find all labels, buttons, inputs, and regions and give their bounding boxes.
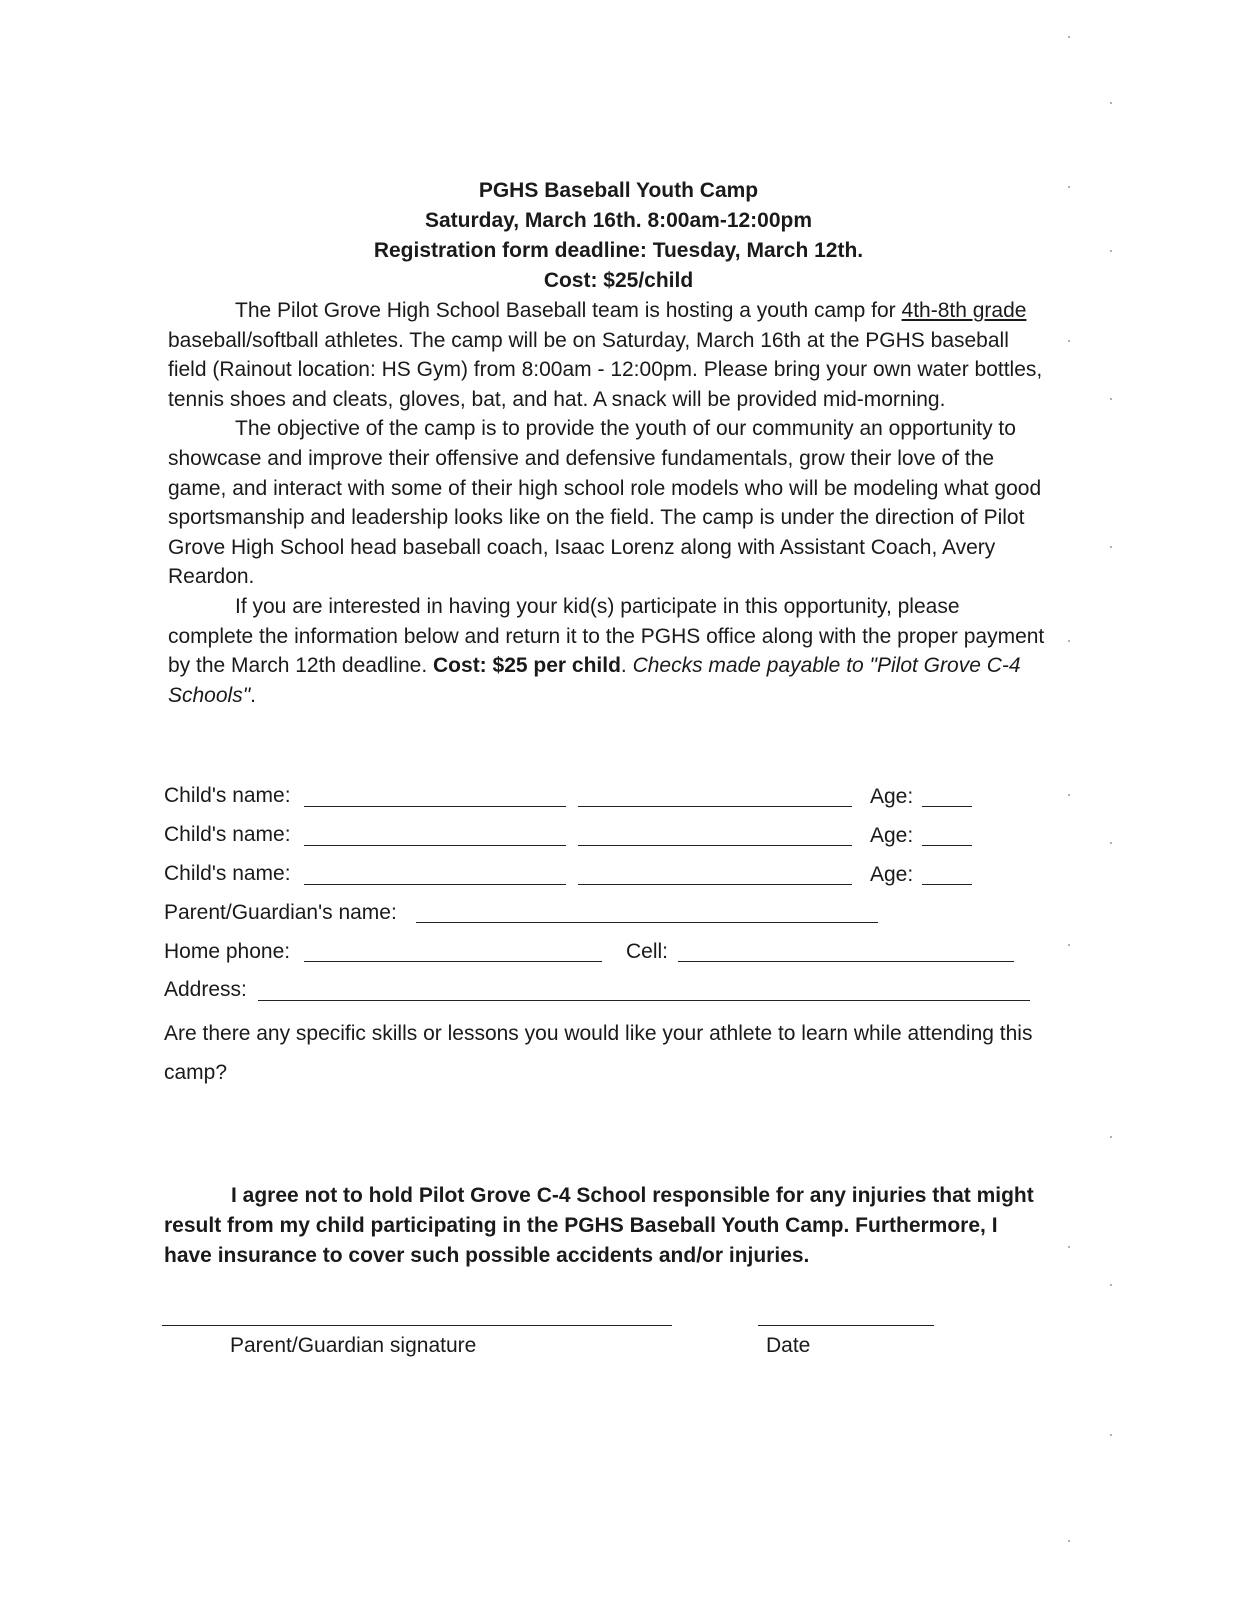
grade-range: 4th-8th grade — [901, 299, 1027, 322]
scan-speck — [1068, 640, 1070, 642]
intro-p3-end: . — [250, 683, 257, 707]
liability-agreement — [164, 1181, 1044, 1271]
camp-date-time: Saturday, March 16th. 8:00am-12:00pm — [424, 209, 813, 232]
scan-speck — [1110, 842, 1112, 844]
intro-p3-sep: . — [620, 654, 633, 678]
signature-label: Parent/Guardian signature — [230, 1334, 477, 1357]
child-first-name-field-2[interactable] — [304, 845, 566, 846]
scan-speck — [1068, 944, 1070, 946]
date-line[interactable] — [758, 1325, 934, 1326]
scan-speck — [1110, 546, 1112, 548]
child-last-name-field-1[interactable] — [578, 806, 852, 807]
age-label-2: Age: — [870, 824, 914, 847]
scan-speck — [1068, 794, 1070, 796]
agreement-text: I agree not to hold Pilot Grove C-4 School responsible for any injuries that might result from my child participating in the PGHS Baseball Youth Camp. Furthermore, I have insurance to cover such possible accidents and/or injuries. — [164, 1184, 1034, 1267]
intro-p1-start: The Pilot Grove High School Baseball team is hosting a youth camp for — [235, 299, 902, 322]
intro-paragraph-2: The objective of the camp is to provide the youth of our community an opportunity to showcase and improve their offensive and defensive fundamentals, grow their love of the game, and interact with some of their high school role models who will be modeling what good sportsmanship and leadership looks like on the field. The camp is under the direction of Pilot Grove High School head baseball coach, Isaac Lorenz along with Assistant Coach, Avery Reardon. — [168, 417, 1042, 589]
scan-speck — [1068, 1540, 1070, 1542]
parent-name-field[interactable] — [416, 922, 878, 923]
child-last-name-field-2[interactable] — [578, 845, 852, 846]
intro-p3-start: If you are interested in having your kid(s) participate in this opportunity, please complete the information below and return it to the PGHS office along with the proper payment by the March 12th deadline. — [168, 594, 1045, 678]
home-phone-field[interactable] — [304, 961, 602, 962]
child-first-name-field-3[interactable] — [304, 884, 566, 885]
date-label: Date — [766, 1334, 811, 1357]
scan-speck — [1110, 102, 1112, 104]
child-name-label-1: Child's name: — [164, 784, 291, 807]
scan-speck — [1068, 186, 1070, 188]
scan-speck — [1110, 398, 1112, 400]
age-label-1: Age: — [870, 785, 914, 808]
scan-speck — [1110, 1136, 1112, 1138]
scan-speck — [1068, 36, 1070, 38]
child-name-label-3: Child's name: — [164, 862, 291, 885]
age-field-1[interactable] — [922, 806, 972, 807]
address-field[interactable] — [258, 1000, 1030, 1001]
camp-title: PGHS Baseball Youth Camp — [478, 179, 759, 202]
cell-label: Cell: — [626, 940, 669, 963]
age-label-3: Age: — [870, 863, 914, 886]
checks-payable: Checks made payable to "Pilot Grove C-4 Schools" — [168, 654, 1021, 707]
skills-question: Are there any specific skills or lessons you would like your athlete to learn while attending this camp? — [164, 1022, 1033, 1084]
child-name-label-2: Child's name: — [164, 823, 291, 846]
scan-speck — [1068, 1246, 1070, 1248]
signature-line[interactable] — [162, 1325, 672, 1326]
registration-deadline: Registration form deadline: Tuesday, March 12th. — [373, 239, 864, 262]
intro-p1-end: baseball/softball athletes. The camp will be on Saturday, March 16th at the PGHS baseball field (Rainout location: HS Gym) from 8:00am - 12:00pm. Please bring your own water bottles, tennis shoes and cleats, gloves, bat, and hat. A snack will be provided mid-morning. — [168, 328, 1043, 411]
scan-speck — [1110, 1434, 1112, 1436]
scan-speck — [1110, 250, 1112, 252]
address-label: Address: — [164, 978, 247, 1001]
scan-speck — [1068, 340, 1070, 342]
age-field-3[interactable] — [922, 884, 972, 885]
parent-name-label: Parent/Guardian's name: — [164, 901, 397, 924]
child-first-name-field-1[interactable] — [304, 806, 566, 807]
camp-cost: Cost: $25/child — [543, 269, 694, 292]
home-phone-label: Home phone: — [164, 940, 291, 963]
age-field-2[interactable] — [922, 845, 972, 846]
scan-speck — [1110, 1284, 1112, 1286]
cell-phone-field[interactable] — [678, 961, 1014, 962]
cost-per-child: Cost: $25 per child — [433, 654, 621, 678]
child-last-name-field-3[interactable] — [578, 884, 852, 885]
